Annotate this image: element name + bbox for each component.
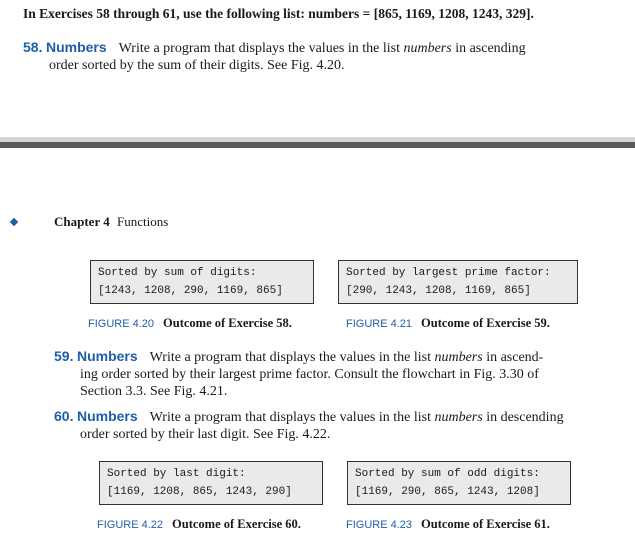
exercise-text: order sorted by their last digit. See Fig. 4.22.: [80, 427, 331, 442]
exercises-intro: In Exercises 58 through 61, use the following list: numbers = [865, 1169, 1208, 1243, 329].: [23, 6, 534, 21]
exercise-text: in ascending: [451, 41, 526, 56]
exercise-text: ing order sorted by their largest prime factor. Consult the flowchart in Fig. 3.30 of: [80, 367, 539, 382]
output-box-fig-4-20: [90, 260, 314, 304]
output-box-fig-4-21: [338, 260, 578, 304]
exercise-title: Numbers: [76, 408, 138, 424]
output-list: [1169, 1208, 865, 1243, 290]: [107, 486, 292, 498]
chapter-label: Chapter 4: [54, 214, 110, 229]
exercise-text: in descending: [482, 410, 564, 425]
exercise-text-italic: numbers: [403, 41, 452, 56]
exercise-number: 58.: [23, 39, 43, 55]
exercise-title: Numbers: [76, 348, 138, 364]
figure-caption-4-22: [97, 517, 301, 532]
exercise-text: Section 3.3. See Fig. 4.21.: [80, 384, 228, 399]
output-header: Sorted by last digit:: [107, 468, 246, 480]
figure-caption-4-20: [88, 316, 292, 331]
chapter-header: [54, 214, 168, 230]
exercise-text: order sorted by the sum of their digits. See Fig. 4.20.: [49, 58, 345, 73]
figure-caption-text: Outcome of Exercise 58.: [163, 316, 292, 330]
exercise-title: Numbers: [45, 39, 107, 55]
chapter-name: Functions: [116, 214, 169, 229]
exercise-text-italic: numbers: [434, 350, 483, 365]
page-divider-dark: [0, 142, 635, 148]
figure-caption-4-23: [346, 517, 550, 532]
exercise-text: Write a program that displays the values in the list: [118, 41, 404, 56]
output-box-fig-4-22: [99, 461, 323, 505]
figure-label: FIGURE 4.23: [346, 519, 413, 531]
diamond-icon: [10, 218, 18, 226]
exercise-text: Write a program that displays the values in the list: [149, 410, 435, 425]
output-list: [1243, 1208, 290, 1169, 865]: [98, 285, 283, 297]
exercise-58: [23, 39, 623, 74]
exercise-text-italic: numbers: [434, 410, 483, 425]
exercise-number: 60.: [54, 408, 74, 424]
output-list: [1169, 290, 865, 1243, 1208]: [355, 486, 540, 498]
exercise-59: [54, 348, 624, 400]
output-header: Sorted by sum of digits:: [98, 267, 257, 279]
output-list: [290, 1243, 1208, 1169, 865]: [346, 285, 531, 297]
output-box-fig-4-23: [347, 461, 571, 505]
figure-label: FIGURE 4.22: [97, 519, 164, 531]
figure-caption-text: Outcome of Exercise 59.: [421, 316, 550, 330]
figure-label: FIGURE 4.20: [88, 318, 155, 330]
output-header: Sorted by largest prime factor:: [346, 267, 551, 279]
figure-caption-text: Outcome of Exercise 60.: [172, 517, 301, 531]
figure-caption-4-21: [346, 316, 550, 331]
exercise-60: [54, 408, 624, 443]
figure-label: FIGURE 4.21: [346, 318, 413, 330]
exercise-number: 59.: [54, 348, 74, 364]
output-header: Sorted by sum of odd digits:: [355, 468, 540, 480]
exercise-text: Write a program that displays the values in the list: [149, 350, 435, 365]
exercise-text: in ascend-: [482, 350, 544, 365]
figure-caption-text: Outcome of Exercise 61.: [421, 517, 550, 531]
